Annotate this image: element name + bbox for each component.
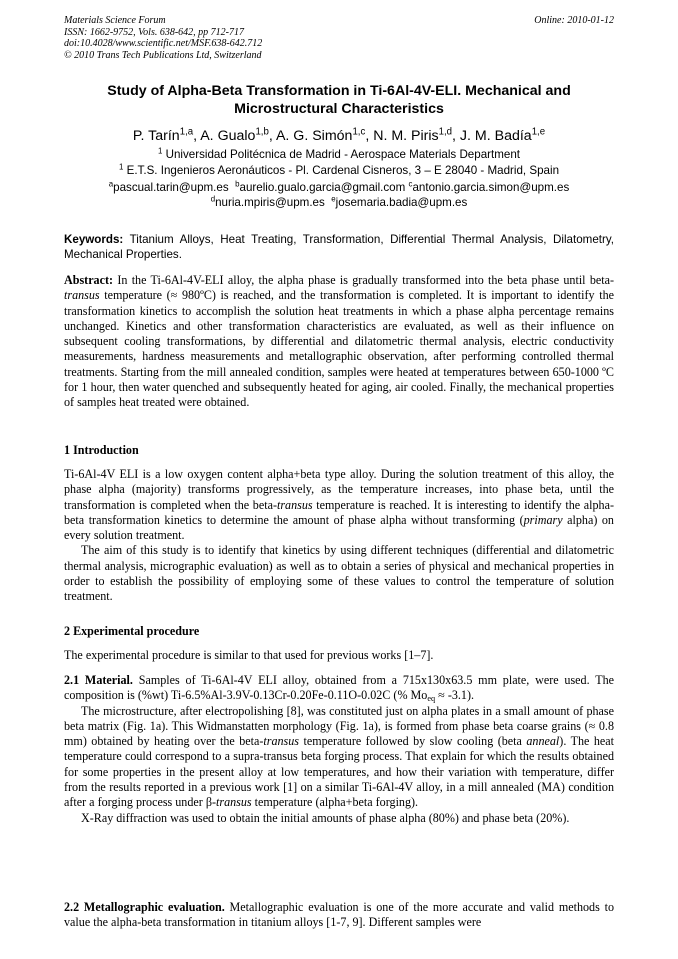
metallographic-section: 2.2 Metallographic evaluation. Metallographic evaluation is one of the more accurate and valid methods to value the alpha-beta transformation in titanium alloys [1-7, 9]. Different samples were <box>64 900 614 930</box>
email[interactable]: $^d$nuria.mpiris@upm.es <box>210 194 325 209</box>
title-line: Study of Alpha-Beta Transformation in Ti-6Al-4V-ELI. Mechanical and <box>107 83 571 99</box>
email[interactable]: $^a$pascual.tarin@upm.es <box>108 179 229 194</box>
subsection-label: 2.1 Material. <box>64 673 133 687</box>
section-heading: 1 Introduction <box>64 443 139 457</box>
online-date: Online: 2010-01-12 <box>534 15 614 26</box>
issn-line: ISSN: 1662-9752, Vols. 638-642, pp 712-717 <box>64 26 244 38</box>
copyright-line: © 2010 Trans Tech Publications Ltd, Switzerland <box>64 49 262 61</box>
material-section <box>64 673 614 826</box>
introduction-body <box>64 467 614 605</box>
affiliation: $^1$ Universidad Politécnica de Madrid - Aerospace Materials Department <box>157 146 521 161</box>
abstract-label: Abstract: <box>64 273 114 287</box>
abstract: Abstract: In the Ti-6Al-4V-ELI alloy, the alpha phase is gradually transformed into the beta phase until beta-transus temperature (≈ 980ºC) is reached, and the transformation is completed. It is important to identify the transformation kinetics to accomplish the solution heat treatments in which a phase alpha percentage remains unchanged. Kinetics and other transformation characteristics are evaluated, as well as their influence on subsequent cooling transformations, by differential and dilatometric thermal analysis, electric conductivity measurements, hardness measurements and metallographic observation, after performing controlled thermal treatments. Starting from the mill annealed condition, samples were heated at temperatures between 650-1000 ºC for 1 hour, then water quenched and subsequently heated for aging, air cooled. Finally, the mechanical properties of samples heat treated were obtained. <box>64 273 614 410</box>
email[interactable]: $^b$aurelio.gualo.garcia@gmail.com <box>235 179 406 194</box>
affiliations <box>64 147 614 178</box>
email-list <box>64 181 614 210</box>
paragraph: The microstructure, after electropolishing [8], was constituted just on alpha plates in a small amount of phase beta matrix (Fig. 1a). This Widmanstatten morphology (Fig. 1a), is formed from phase beta coarse grains (≈ 0.8 mm) obtained by heating over the beta-transus temperature followed by slow cooling (beta anneal). The heat temperature could correspond to a supra-transus beta forging process. That explain for which the results obtained for some properties in the present alloy at low temperatures, and how their variation with temperature, differ from the results reported in a previous work [1] on a similar Ti-6Al-4V alloy, in a mill annealed (MA) condition after a forging process under β-transus temperature (alpha+beta forging). <box>64 703 614 810</box>
email[interactable]: $^e$josemaria.badia@upm.es <box>331 194 468 209</box>
paragraph: 2.1 Material. Samples of Ti-6Al-4V ELI alloy, obtained from a 715x130x63.5 mm plate, were used. The composition is (%wt) Ti-6.5%Al-3.9V-0.13Cr-0.20Fe-0.11O-0.02C (% $Mo_{eq} \approx -3.1$). <box>64 673 614 704</box>
keywords-label: Keywords: <box>64 233 124 246</box>
paper-title <box>64 82 614 118</box>
affiliation: $^1$ E.T.S. Ingenieros Aeronáuticos - Pl. Cardenal Cisneros, 3 – E 28040 - Madrid, Spain <box>118 162 560 177</box>
journal-name: Materials Science Forum <box>64 15 166 26</box>
author: P. Tarín$^{1,a}$ <box>132 126 194 144</box>
subsection-label: 2.2 Metallographic evaluation. <box>64 900 225 914</box>
keywords <box>64 232 614 262</box>
author: A. Gualo$^{1,b}$ <box>200 126 269 144</box>
author-list: P. Tarín$^{1,a}$, A. Gualo$^{1,b}$, A. G. Simón$^{1,c}$, N. M. Piris$^{1,d}$, J. M. Badía$^{1,e}$ <box>132 126 546 144</box>
doi-line: doi:10.4028/www.scientific.net/MSF.638-642.712 <box>64 38 263 49</box>
paragraph: X-Ray diffraction was used to obtain the initial amounts of phase alpha (80%) and phase beta (20%). <box>81 810 570 825</box>
paragraph: Ti-6Al-4V ELI is a low oxygen content alpha+beta type alloy. During the solution treatment of this alloy, the phase alpha (majority) transforms progressively, as the temperature increases, into phase beta, until the transformation is completed when the beta-transus temperature is reached. It is interesting to identify the alpha-beta transformation kinetics to determine the amount of phase alpha without transforming (primary alpha) on every solution treatment. <box>64 467 614 543</box>
author: N. M. Piris$^{1,d}$ <box>373 126 453 144</box>
procedure-intro: The experimental procedure is similar to that used for previous works [1–7]. <box>64 648 434 662</box>
title-line: Microstructural Characteristics <box>234 101 444 117</box>
journal-info <box>64 15 262 61</box>
keywords-text: Titanium Alloys, Heat Treating, Transformation, Differential Thermal Analysis, Dilatometry, Mechanical Properties. <box>64 233 615 261</box>
email[interactable]: $^c$antonio.garcia.simon@upm.es <box>408 179 570 194</box>
author: A. G. Simón$^{1,c}$ <box>275 126 366 144</box>
author: J. M. Badía$^{1,e}$ <box>459 126 546 144</box>
section-heading: 2 Experimental procedure <box>64 624 200 638</box>
paragraph: The aim of this study is to identify that kinetics by using different techniques (differential and dilatometric thermal analysis, micrographic evaluation) as well as to obtain a series of physical and mechanical properties in order to establish the possibility of employing some of these values to control the temperature of solution treatment. <box>64 543 614 604</box>
